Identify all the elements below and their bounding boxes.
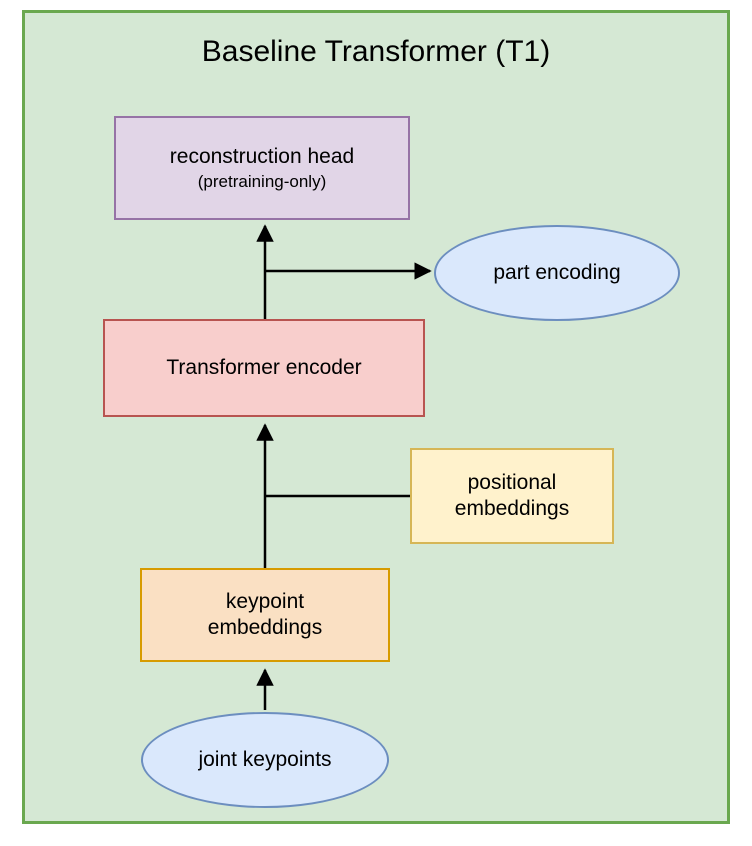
node-transformer-encoder-label: Transformer encoder [166,355,362,379]
node-reconstruction-head-label-line1: reconstruction head [169,145,355,169]
node-part-encoding[interactable] [434,225,680,321]
node-keypoint-embeddings-label-line2: embeddings [207,616,323,639]
node-positional-embeddings[interactable] [410,448,614,544]
node-joint-keypoints[interactable] [141,712,389,808]
node-transformer-encoder[interactable] [103,319,425,417]
node-part-encoding-label: part encoding [493,260,621,284]
node-positional-embeddings-label-line1: positional [467,470,557,494]
node-reconstruction-head[interactable] [114,116,410,220]
node-joint-keypoints-label: joint keypoints [198,747,332,771]
node-positional-embeddings-label-line2: embeddings [454,497,570,520]
node-keypoint-embeddings[interactable] [140,568,390,662]
node-reconstruction-head-label-line2: (pretraining-only) [197,171,327,191]
page-title: Baseline Transformer (T1) [201,35,551,68]
node-keypoint-embeddings-label-line1: keypoint [225,589,305,613]
